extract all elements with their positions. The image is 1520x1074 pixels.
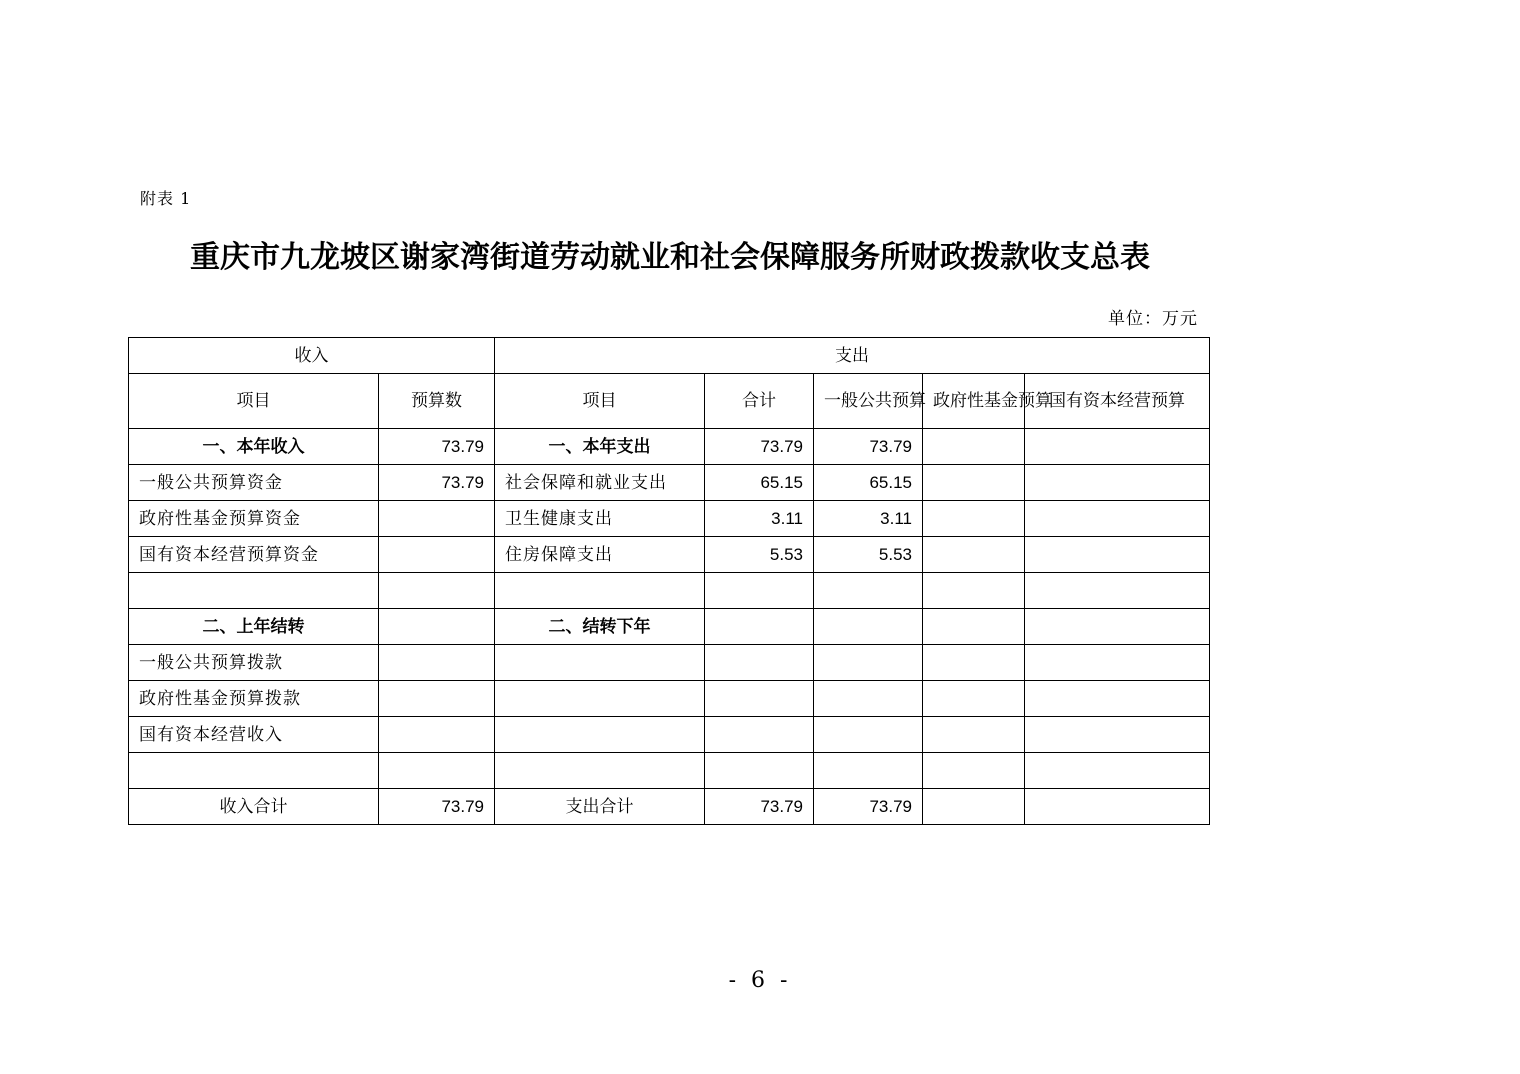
table-row bbox=[129, 645, 1210, 681]
expense-fund-sum bbox=[923, 789, 1025, 825]
table-row bbox=[129, 573, 1210, 609]
unit-label: 单位：万元 bbox=[1108, 309, 1198, 329]
expense-total: 3.11 bbox=[705, 501, 814, 537]
expense-general: 73.79 bbox=[814, 429, 923, 465]
income-header: 收入 bbox=[129, 338, 495, 374]
income-amount bbox=[379, 573, 495, 609]
expense-total bbox=[705, 609, 814, 645]
col-expense-item: 项目 bbox=[495, 374, 705, 429]
col-income-budget: 预算数 bbox=[379, 374, 495, 429]
income-amount: 73.79 bbox=[379, 465, 495, 501]
income-item: 二、上年结转 bbox=[129, 609, 379, 645]
appendix-label: 附表 1 bbox=[140, 189, 192, 208]
expense-general-sum: 73.79 bbox=[814, 789, 923, 825]
table-row bbox=[129, 465, 1210, 501]
income-amount bbox=[379, 753, 495, 789]
expense-general: 3.11 bbox=[814, 501, 923, 537]
expense-fund bbox=[923, 537, 1025, 573]
table-row bbox=[129, 717, 1210, 753]
expense-fund bbox=[923, 465, 1025, 501]
table-row bbox=[129, 753, 1210, 789]
expense-item: 住房保障支出 bbox=[495, 537, 705, 573]
table-row bbox=[129, 429, 1210, 465]
expense-state bbox=[1025, 573, 1210, 609]
expense-total-label: 支出合计 bbox=[495, 789, 705, 825]
income-item: 一、本年收入 bbox=[129, 429, 379, 465]
col-total: 合计 bbox=[705, 374, 814, 429]
expense-item bbox=[495, 681, 705, 717]
income-amount bbox=[379, 609, 495, 645]
income-amount bbox=[379, 681, 495, 717]
expense-general bbox=[814, 753, 923, 789]
expense-state bbox=[1025, 753, 1210, 789]
expense-general bbox=[814, 645, 923, 681]
group-header-row bbox=[129, 338, 1210, 374]
income-item bbox=[129, 753, 379, 789]
income-item: 国有资本经营预算资金 bbox=[129, 537, 379, 573]
income-item: 一般公共预算资金 bbox=[129, 465, 379, 501]
table-row bbox=[129, 681, 1210, 717]
table-row bbox=[129, 537, 1210, 573]
col-fund-budget: 政府性基金预算 bbox=[923, 374, 1025, 429]
expense-item: 卫生健康支出 bbox=[495, 501, 705, 537]
expense-item bbox=[495, 573, 705, 609]
expense-total: 65.15 bbox=[705, 465, 814, 501]
income-item: 政府性基金预算拨款 bbox=[129, 681, 379, 717]
expense-general bbox=[814, 681, 923, 717]
income-amount bbox=[379, 717, 495, 753]
expense-fund bbox=[923, 501, 1025, 537]
expense-fund bbox=[923, 717, 1025, 753]
expense-state bbox=[1025, 537, 1210, 573]
table-row bbox=[129, 501, 1210, 537]
income-amount bbox=[379, 645, 495, 681]
expense-state-sum bbox=[1025, 789, 1210, 825]
expense-item bbox=[495, 753, 705, 789]
expense-total bbox=[705, 717, 814, 753]
income-item bbox=[129, 573, 379, 609]
total-row bbox=[129, 789, 1210, 825]
page-number: - 6 - bbox=[728, 968, 792, 993]
expense-total bbox=[705, 573, 814, 609]
column-header-row bbox=[129, 374, 1210, 429]
expense-fund bbox=[923, 429, 1025, 465]
expense-total: 73.79 bbox=[705, 429, 814, 465]
expense-item: 社会保障和就业支出 bbox=[495, 465, 705, 501]
expense-state bbox=[1025, 645, 1210, 681]
expense-header: 支出 bbox=[495, 338, 1210, 374]
col-state-capital-budget: 国有资本经营预算 bbox=[1025, 374, 1210, 429]
income-item: 政府性基金预算资金 bbox=[129, 501, 379, 537]
income-total-label: 收入合计 bbox=[129, 789, 379, 825]
table-row bbox=[129, 609, 1210, 645]
expense-fund bbox=[923, 681, 1025, 717]
expense-fund bbox=[923, 645, 1025, 681]
income-item: 国有资本经营收入 bbox=[129, 717, 379, 753]
income-item: 一般公共预算拨款 bbox=[129, 645, 379, 681]
income-amount bbox=[379, 501, 495, 537]
expense-state bbox=[1025, 609, 1210, 645]
expense-state bbox=[1025, 501, 1210, 537]
col-general-budget: 一般公共预算 bbox=[814, 374, 923, 429]
expense-state bbox=[1025, 717, 1210, 753]
budget-summary-table bbox=[128, 337, 1210, 825]
expense-total bbox=[705, 681, 814, 717]
expense-total-sum: 73.79 bbox=[705, 789, 814, 825]
expense-item bbox=[495, 717, 705, 753]
expense-general bbox=[814, 609, 923, 645]
expense-state bbox=[1025, 681, 1210, 717]
expense-state bbox=[1025, 429, 1210, 465]
expense-general bbox=[814, 717, 923, 753]
expense-general: 5.53 bbox=[814, 537, 923, 573]
expense-fund bbox=[923, 753, 1025, 789]
expense-item bbox=[495, 645, 705, 681]
expense-fund bbox=[923, 609, 1025, 645]
income-total-amount: 73.79 bbox=[379, 789, 495, 825]
page-title: 重庆市九龙坡区谢家湾街道劳动就业和社会保障服务所财政拨款收支总表 bbox=[190, 240, 1150, 275]
col-income-item: 项目 bbox=[129, 374, 379, 429]
income-amount: 73.79 bbox=[379, 429, 495, 465]
expense-state bbox=[1025, 465, 1210, 501]
income-amount bbox=[379, 537, 495, 573]
expense-item: 二、结转下年 bbox=[495, 609, 705, 645]
expense-total: 5.53 bbox=[705, 537, 814, 573]
expense-fund bbox=[923, 573, 1025, 609]
expense-total bbox=[705, 645, 814, 681]
expense-total bbox=[705, 753, 814, 789]
expense-item: 一、本年支出 bbox=[495, 429, 705, 465]
expense-general: 65.15 bbox=[814, 465, 923, 501]
expense-general bbox=[814, 573, 923, 609]
